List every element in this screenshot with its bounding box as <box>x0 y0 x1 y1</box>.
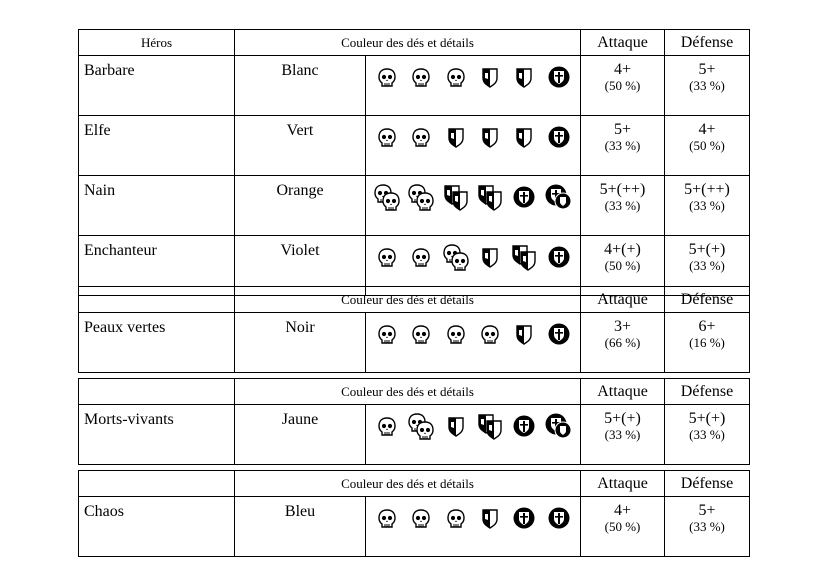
table-row <box>79 176 750 236</box>
shield-icon <box>441 411 471 441</box>
skull-icon <box>441 62 471 92</box>
defense-cell <box>665 116 750 176</box>
attack-percent: (50 %) <box>604 78 641 93</box>
skull-icon <box>441 503 471 533</box>
dice-color: Orange <box>235 176 366 236</box>
dice-color: Violet <box>235 236 366 296</box>
attack-value: 3+ <box>614 318 632 335</box>
hero-name: Peaux vertes <box>79 313 235 373</box>
skull-icon <box>372 242 402 272</box>
header-attack: Attaque <box>581 30 665 56</box>
double-shield-icon <box>441 182 471 212</box>
shield-icon <box>475 122 505 152</box>
table-row <box>79 313 750 373</box>
header-dice: Couleur des dés et détails <box>235 287 581 313</box>
attack-percent: (33 %) <box>604 427 641 442</box>
table-header <box>79 30 750 56</box>
dice-table-undead <box>78 378 750 465</box>
dice-faces <box>366 313 581 373</box>
attack-percent: (50 %) <box>604 519 641 534</box>
defense-percent: (33 %) <box>689 258 725 273</box>
attack-percent: (50 %) <box>604 258 641 273</box>
header-defense: Défense <box>665 287 750 313</box>
defense-value: 4+ <box>698 121 716 138</box>
header-hero <box>79 379 235 405</box>
dice-faces <box>366 116 581 176</box>
defense-value: 5+(+) <box>688 410 726 427</box>
dice-color: Vert <box>235 116 366 176</box>
shield-icon <box>509 122 539 152</box>
attack-cell <box>581 176 665 236</box>
skull-icon <box>372 122 402 152</box>
skull-icon <box>372 411 402 441</box>
attack-percent: (33 %) <box>604 198 641 213</box>
defense-cell <box>665 56 750 116</box>
header-dice: Couleur des dés et détails <box>235 379 581 405</box>
defense-cell <box>665 176 750 236</box>
header-defense: Défense <box>665 379 750 405</box>
skull-icon <box>372 62 402 92</box>
header-attack: Attaque <box>581 287 665 313</box>
attack-percent: (66 %) <box>604 335 641 350</box>
hero-name: Chaos <box>79 497 235 557</box>
double-shield-icon <box>475 411 505 441</box>
double-skull-icon <box>406 182 436 212</box>
black-shield-icon <box>544 319 574 349</box>
dice-faces <box>366 176 581 236</box>
header-defense: Défense <box>665 471 750 497</box>
black-shield-icon <box>509 182 539 212</box>
defense-value: 5+ <box>698 61 716 78</box>
double-skull-icon <box>406 411 436 441</box>
attack-value: 5+(++) <box>599 181 646 198</box>
double-shield-icon <box>509 242 539 272</box>
double-skull-icon <box>441 242 471 272</box>
table-row <box>79 116 750 176</box>
dice-table-greenskins <box>78 286 750 373</box>
attack-percent: (33 %) <box>604 138 641 153</box>
table-row <box>79 497 750 557</box>
header-hero <box>79 471 235 497</box>
attack-value: 4+(+) <box>604 241 641 258</box>
double-skull-icon <box>372 182 402 212</box>
dice-color: Bleu <box>235 497 366 557</box>
defense-value: 5+(+) <box>688 241 726 258</box>
double-shield-icon <box>475 182 505 212</box>
dice-color: Blanc <box>235 56 366 116</box>
double-black-shield-icon <box>544 182 574 212</box>
header-hero: Héros <box>79 30 235 56</box>
attack-value: 5+(+) <box>604 410 641 427</box>
defense-percent: (33 %) <box>689 427 725 442</box>
attack-cell <box>581 116 665 176</box>
black-shield-icon <box>544 242 574 272</box>
header-dice: Couleur des dés et détails <box>235 30 581 56</box>
defense-value: 6+ <box>698 318 716 335</box>
skull-icon <box>372 503 402 533</box>
table-header <box>79 471 750 497</box>
defense-cell <box>665 405 750 465</box>
table-header <box>79 287 750 313</box>
shield-icon <box>509 319 539 349</box>
dice-faces <box>366 497 581 557</box>
skull-icon <box>475 319 505 349</box>
header-attack: Attaque <box>581 379 665 405</box>
defense-value: 5+(++) <box>684 181 730 198</box>
attack-cell <box>581 405 665 465</box>
skull-icon <box>406 242 436 272</box>
dice-table-heroes <box>78 29 750 296</box>
dice-faces <box>366 56 581 116</box>
attack-value: 4+ <box>614 61 632 78</box>
defense-percent: (50 %) <box>689 138 725 153</box>
skull-icon <box>406 503 436 533</box>
black-shield-icon <box>544 122 574 152</box>
table-row <box>79 405 750 465</box>
attack-value: 5+ <box>614 121 632 138</box>
defense-percent: (33 %) <box>689 519 725 534</box>
hero-name: Morts-vivants <box>79 405 235 465</box>
shield-icon <box>509 62 539 92</box>
hero-name: Nain <box>79 176 235 236</box>
skull-icon <box>406 122 436 152</box>
shield-icon <box>475 62 505 92</box>
table-row <box>79 56 750 116</box>
dice-table-chaos <box>78 470 750 557</box>
dice-faces <box>366 405 581 465</box>
shield-icon <box>475 242 505 272</box>
attack-cell <box>581 497 665 557</box>
table-header <box>79 379 750 405</box>
defense-value: 5+ <box>698 502 716 519</box>
black-shield-icon <box>509 503 539 533</box>
black-shield-icon <box>544 62 574 92</box>
defense-percent: (33 %) <box>689 78 725 93</box>
hero-name: Elfe <box>79 116 235 176</box>
defense-percent: (16 %) <box>689 335 725 350</box>
skull-icon <box>372 319 402 349</box>
black-shield-icon <box>544 503 574 533</box>
black-shield-icon <box>509 411 539 441</box>
dice-color: Noir <box>235 313 366 373</box>
attack-value: 4+ <box>614 502 632 519</box>
header-defense: Défense <box>665 30 750 56</box>
dice-color: Jaune <box>235 405 366 465</box>
attack-cell <box>581 56 665 116</box>
hero-name: Enchanteur <box>79 236 235 296</box>
attack-cell <box>581 313 665 373</box>
header-dice: Couleur des dés et détails <box>235 471 581 497</box>
skull-icon <box>406 62 436 92</box>
header-hero <box>79 287 235 313</box>
header-attack: Attaque <box>581 471 665 497</box>
shield-icon <box>441 122 471 152</box>
defense-cell <box>665 313 750 373</box>
defense-percent: (33 %) <box>689 198 725 213</box>
defense-cell <box>665 497 750 557</box>
hero-name: Barbare <box>79 56 235 116</box>
skull-icon <box>406 319 436 349</box>
double-black-shield-icon <box>544 411 574 441</box>
skull-icon <box>441 319 471 349</box>
shield-icon <box>475 503 505 533</box>
